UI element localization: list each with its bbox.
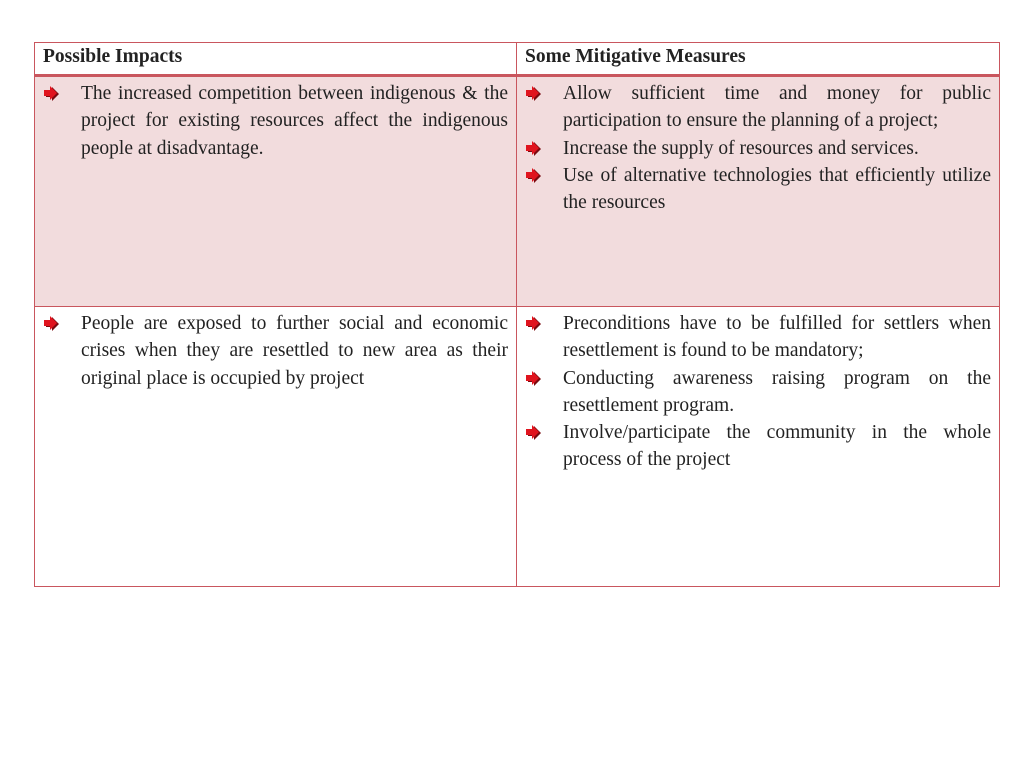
list-item	[43, 80, 508, 162]
red-arrow-bullet-icon	[525, 140, 541, 156]
measure-text: Use of alternative technologies that efficiently utilize the resources	[563, 164, 991, 214]
impacts-mitigation-table	[34, 42, 1000, 587]
table-row	[35, 307, 1000, 587]
impacts-cell	[35, 76, 517, 307]
measures-cell	[517, 307, 1000, 587]
measure-text: Involve/participate the community in the whole process of the project	[563, 422, 991, 471]
measure-text: Increase the supply of resources and services.	[563, 137, 919, 159]
red-arrow-bullet-icon	[43, 85, 59, 101]
list-item	[43, 310, 508, 392]
impacts-cell	[35, 307, 517, 587]
header-mitigative-measures: Some Mitigative Measures	[517, 43, 1000, 76]
header-possible-impacts: Possible Impacts	[35, 43, 517, 76]
table-row	[35, 76, 1000, 307]
impact-text: People are exposed to further social and economic crises when they are resettled to new area as their original place is occupied by project	[81, 313, 508, 389]
list-item	[525, 135, 991, 162]
measure-text: Preconditions have to be fulfilled for settlers when resettlement is found to be mandatory;	[563, 313, 991, 362]
measures-cell	[517, 76, 1000, 307]
impact-text: The increased competition between indigenous & the project for existing resources affect the indigenous people at disadvantage.	[81, 83, 508, 159]
table-header-row	[35, 43, 1000, 76]
list-item	[525, 365, 991, 420]
red-arrow-bullet-icon	[43, 315, 59, 331]
list-item	[525, 310, 991, 365]
list-item	[525, 419, 991, 474]
red-arrow-bullet-icon	[525, 167, 541, 183]
measure-text: Conducting awareness raising program on the resettlement program.	[563, 367, 991, 416]
list-item	[525, 162, 991, 217]
red-arrow-bullet-icon	[525, 370, 541, 386]
measure-text: Allow sufficient time and money for public participation to ensure the planning of a project;	[563, 83, 991, 132]
list-item	[525, 80, 991, 135]
red-arrow-bullet-icon	[525, 315, 541, 331]
red-arrow-bullet-icon	[525, 424, 541, 440]
red-arrow-bullet-icon	[525, 85, 541, 101]
